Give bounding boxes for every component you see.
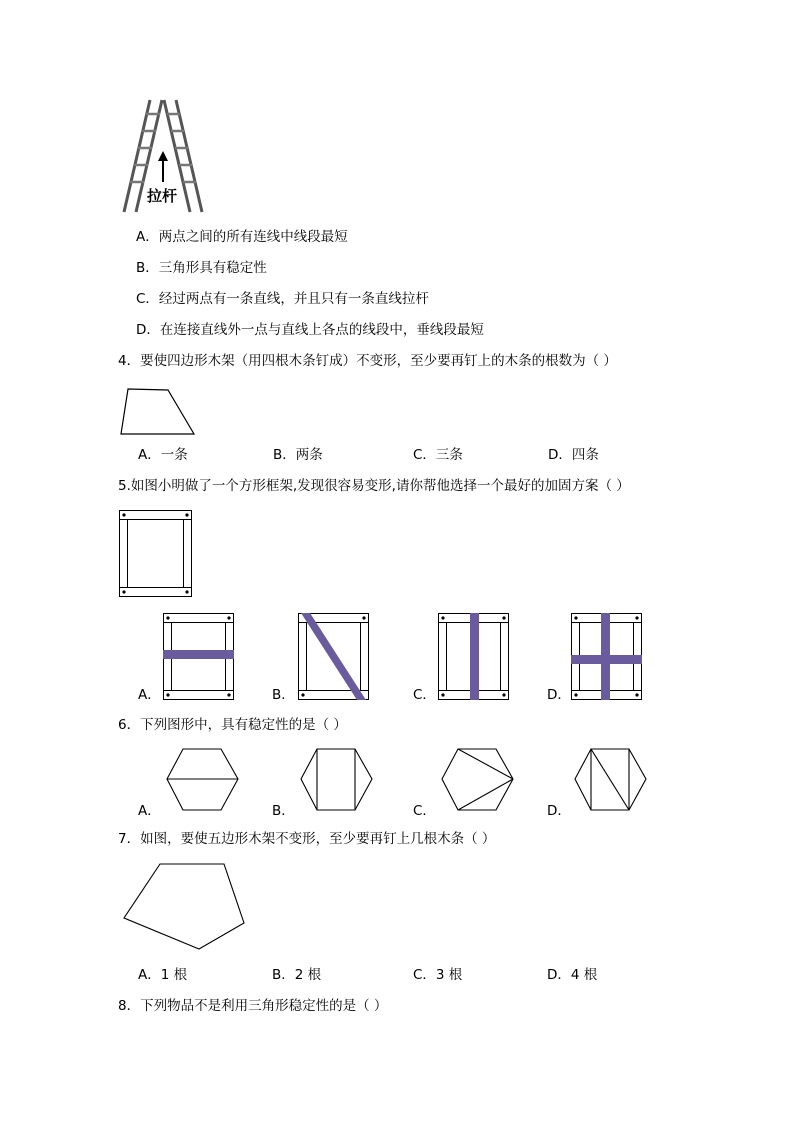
q5-option-c-frame [438,613,510,701]
q4-option-b: B．两条 [273,447,323,463]
q6-option-b-hexagon [300,748,374,812]
q7-option-a: A．1 根 [138,967,188,983]
q5-option-a-label: A． [138,687,161,703]
ladder-figure [118,96,208,216]
q6-option-a-hexagon [166,748,240,812]
q6-option-d-label: D． [547,803,571,819]
q6-option-d-hexagon [574,748,648,812]
q3-option-d: D．在连接直线外一点与直线上各点的线段中，垂线段最短 [136,322,484,338]
q4-quadrilateral-figure [118,384,198,438]
q4-option-c: C．三条 [413,447,463,463]
q7-option-c: C．3 根 [413,967,463,983]
q5-option-c-label: C． [413,687,436,703]
q6-option-c-label: C． [413,803,436,819]
q4-option-a: A．一条 [138,447,188,463]
q3-option-c: C．经过两点有一条直线，并且只有一条直线拉杆 [136,291,429,307]
q7-option-d: D．4 根 [547,967,598,983]
q3-option-a: A．两点之间的所有连线中线段最短 [136,229,348,245]
q4-option-d: D．四条 [548,447,599,463]
q5-question: 5.如图小明做了一个方形框架,发现很容易变形,请你帮他选择一个最好的加固方案（ ） [118,478,630,494]
q4-question: 4．要使四边形木架（用四根木条钉成）不变形，至少要再钉上的木条的根数为（ ） [118,353,617,369]
q6-option-b-label: B． [272,803,295,819]
q5-option-d-frame [571,613,643,701]
q7-pentagon-figure [122,862,248,952]
q3-option-b: B．三角形具有稳定性 [136,260,267,276]
q8-question: 8．下列物品不是利用三角形稳定性的是（ ） [118,998,388,1014]
q5-option-a-frame [163,613,235,701]
q6-option-a-label: A． [138,803,161,819]
q5-option-b-frame [298,613,370,701]
q7-option-b: B．2 根 [272,967,322,983]
q6-question: 6．下列图形中，具有稳定性的是（ ） [118,717,347,733]
q7-question: 7．如图，要使五边形木架不变形，至少要再钉上几根木条（ ） [118,831,496,847]
q5-square-frame [119,510,193,598]
q5-option-d-label: D． [547,687,571,703]
q5-option-b-label: B． [272,687,295,703]
q6-option-c-hexagon [441,748,515,812]
ladder-caption: 拉杆 [147,187,178,205]
